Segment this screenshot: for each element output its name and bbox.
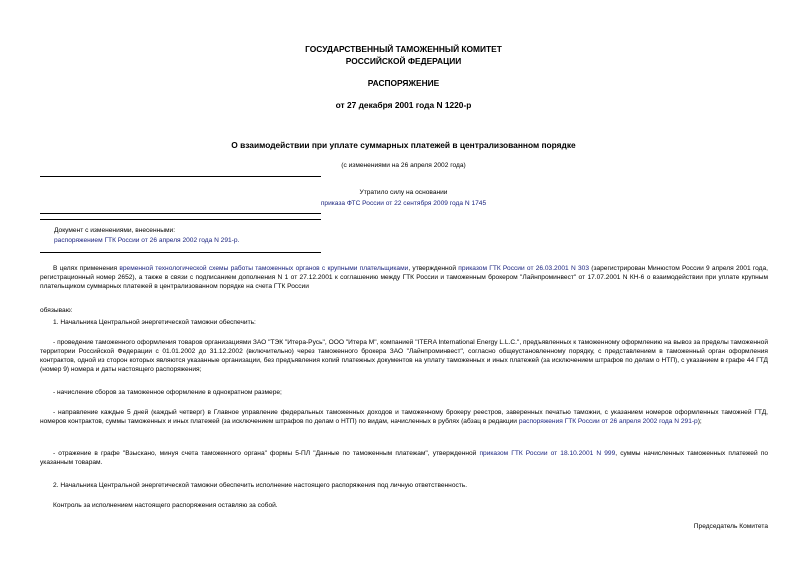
form-5pl-text-a: - отражение в графе "Взыскано, минуя счета таможенного органа" формы 5-ПЛ "Данные по таможенным платежам", утвержденной xyxy=(53,450,480,457)
fees-text: - начисление сборов за таможенное оформление в однократном размере; xyxy=(53,389,282,396)
divider xyxy=(40,213,321,214)
paragraph-clearance xyxy=(40,338,768,374)
form-5pl-text-b: , суммы начисленных таможенных платежей по указанным товарам. xyxy=(40,450,769,467)
doc-type: РАСПОРЯЖЕНИЕ xyxy=(367,78,440,88)
paragraph-control xyxy=(40,501,768,510)
changes-link[interactable] xyxy=(54,236,239,245)
divider xyxy=(40,176,321,177)
amendment-note: (с изменениями на 26 апреля 2002 года) xyxy=(341,162,466,169)
item-2-text: 2. Начальника Центральной энергетической таможни обеспечить исполнение настоящего распоряжения под личную ответственность. xyxy=(53,482,468,489)
order-303-link[interactable]: приказом ГТК России от 26.03.2001 N 303 xyxy=(458,265,589,272)
changes-label: Документ с изменениями, внесенными: xyxy=(54,227,176,234)
signature: Председатель Комитета xyxy=(693,523,768,530)
control-text: Контроль за исполнением настоящего распоряжения оставляю за собой. xyxy=(53,502,278,509)
org-name-line2: РОССИЙСКОЙ ФЕДЕРАЦИИ xyxy=(345,56,462,66)
clearance-text: - проведение таможенного оформления товаров организациями ЗАО "ТЭК "Итера-Русь", ООО "Итера М", компанией "ITERA International Energy L.L.C.", предъявленных к таможенному оформлению на вывоз за пределы таможенной территории Российской Федерации с 01.01.2002 до 31.12.2002 (включительно) через таможенного брокера ЗАО "Лайнпроминвест", согласно общеустановленному порядку, с представлением в таможенный орган оформления контрактов, одной из сторон которых являются указанные организации, без предъявления копий платежных документов на уплату таможенных и иных платежей (за исключением штрафов по делам о НТП), с указанием в графе 44 ГТД (номер 9) номера и даты настоящего распоряжения; xyxy=(40,339,768,374)
order-291-link[interactable]: распоряжения ГТК России от 26 апреля 2002 года N 291-р xyxy=(518,418,698,426)
paragraph-obligate: обязываю: xyxy=(40,307,73,314)
repeal-link[interactable] xyxy=(0,199,807,208)
scheme-link[interactable]: временной технологической схемы работы таможенных органов с крупными плательщиками xyxy=(119,265,409,272)
org-name-line1: ГОСУДАРСТВЕННЫЙ ТАМОЖЕННЫЙ КОМИТЕТ xyxy=(305,44,502,54)
divider xyxy=(40,252,321,253)
doc-title: О взаимодействии при уплате суммарных платежей в централизованном порядке xyxy=(231,140,576,150)
paragraph-fees xyxy=(40,388,768,397)
paragraph-item-2 xyxy=(40,481,768,490)
order-999-link[interactable]: приказом ГТК России от 18.10.2001 N 999 xyxy=(479,450,616,457)
paragraph-form-5pl xyxy=(40,449,768,467)
status-line: Утратило силу на основании xyxy=(359,189,448,196)
registers-text-b: ); xyxy=(697,418,702,426)
divider xyxy=(40,219,321,220)
preamble-text-a: В целях применения xyxy=(53,265,120,272)
paragraph-preamble xyxy=(40,264,768,291)
preamble-text-c: (зарегистрирован Минюстом России 9 апреля 2001 года, регистрационный номер 2652), а также в связи с подписанием дополнения N 1 от 27.12.2001 к соглашению между ГТК России и таможенным брокером "Лайнпроминвест" от 17.07.2001 N КН-6 о взаимодействии при уплате крупным плательщиком суммарных платежей в централизованном порядке на счета ГТК России xyxy=(40,265,768,291)
repeal-link-text[interactable]: приказа ФТС России от 22 сентября 2009 года N 1745 xyxy=(320,200,487,207)
item-1-text: 1. Начальника Центральной энергетической таможни обеспечить: xyxy=(53,319,256,326)
changes-link-text[interactable]: распоряжением ГТК России от 26 апреля 2002 года N 291-р. xyxy=(54,237,240,244)
paragraph-item-1 xyxy=(40,318,768,327)
paragraph-registers xyxy=(40,408,768,426)
preamble-text-b: , утвержденной xyxy=(408,265,459,272)
doc-date-number: от 27 декабря 2001 года N 1220-р xyxy=(335,100,472,110)
registers-text-a: - направление каждые 5 дней (каждый четверг) в Главное управление федеральных таможенных доходов и таможенному брокеру реестров, заверенных печатью таможни, с указанием номеров оформленных таможней ГТД, номеров контрактов, суммы таможенных и иных платежей (за исключением штрафов по делам о НТП) по видам, начисленных в рублях (абзац в редакции xyxy=(40,409,768,426)
